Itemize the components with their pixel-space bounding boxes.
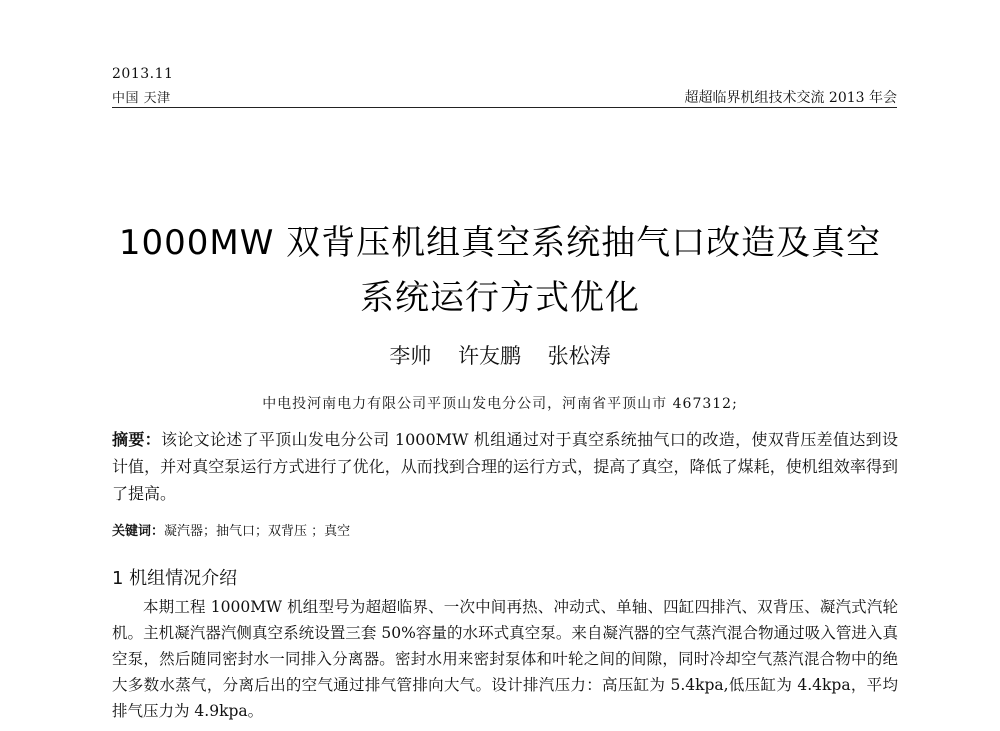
header-rule xyxy=(112,107,897,108)
abstract xyxy=(112,426,898,507)
affiliation: 中电投河南电力有限公司平顶山发电分公司，河南省平顶山市 467312; xyxy=(262,396,738,412)
section-heading: 1 机组情况介绍 xyxy=(112,568,238,589)
keywords xyxy=(112,520,350,539)
header-location: 中国 天津 xyxy=(112,91,171,106)
author-list: 李帅 许友鹏 张松涛 xyxy=(389,344,611,368)
paper-title-line-1: 1000MW 双背压机组真空系统抽气口改造及真空 xyxy=(118,223,882,263)
paper-title-line-2: 系统运行方式优化 xyxy=(360,278,640,318)
header-conference: 超超临界机组技术交流 2013 年会 xyxy=(684,90,897,106)
abstract-label: 摘要： xyxy=(112,430,161,449)
keywords-label: 关键词： xyxy=(112,524,165,539)
header-date: 2013.11 xyxy=(112,66,174,82)
section-paragraph: 本期工程 1000MW 机组型号为超超临界、一次中间再热、冲动式、单轴、四缸四排汽、双背压、凝汽式汽轮机。主机凝汽器汽侧真空系统设置三套 50%容量的水环式真空泵。来自凝汽器的空气蒸汽混合物通过吸入管进入真空泵，然后随同密封水一同排入分离器。密封水用来密封泵体和叶轮之间的间隙，同时冷却空气蒸汽混合物中的绝大多数水蒸气，分离后出的空气通过排气管排向大气。设计排汽压力：高压缸为 5.4kpa,低压缸为 4.4kpa，平均排气压力为 4.9kpa。 xyxy=(112,598,898,720)
abstract-text: 该论文论述了平顶山发电分公司 1000MW 机组通过对于真空系统抽气口的改造，使双背压差值达到设计值，并对真空泵运行方式进行了优化，从而找到合理的运行方式，提高了真空，降低了煤耗，使机组效率得到了提高。 xyxy=(112,430,898,503)
keywords-text: 凝汽器；抽气口；双背压 ；真空 xyxy=(164,524,351,539)
